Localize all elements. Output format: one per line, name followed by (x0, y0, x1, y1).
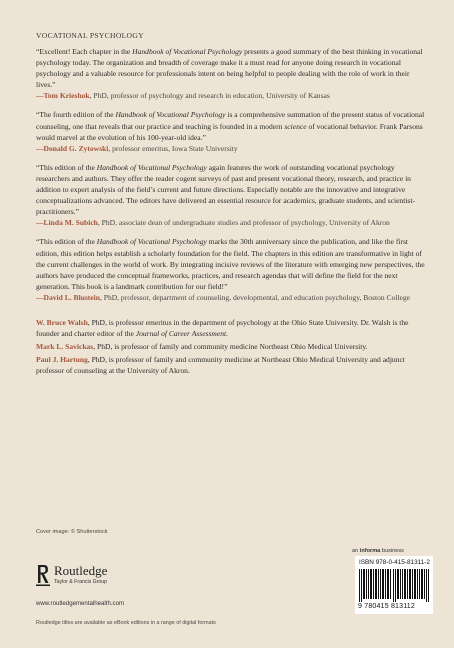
category-label: VOCATIONAL PSYCHOLOGY (36, 31, 144, 40)
quote-attribution (36, 217, 430, 228)
editor-bio-text: , PhD, is professor of family and community medicine Northeast Ohio Medical University. (93, 342, 368, 352)
routledge-logo (36, 563, 196, 593)
quote-book-title: Handbook of Vocational Psychology (96, 237, 207, 247)
publisher-name: Routledge (54, 563, 108, 578)
quote-text-segment: is a comprehensive summation of the present status of vocational counseling, one that reveals that our practice and teaching is founded in a modern (36, 110, 425, 131)
quote-author: —Donald G. Zytowski (36, 143, 109, 153)
editor-name: Paul J. Hartung (36, 355, 88, 365)
quote-attribution (36, 143, 430, 154)
quote-text-segment: presents a good summary of the best thinking in vocational psychology today. The organization and breadth of coverage make it a must read for anyone doing research in vocational psychology and a valuable resource for professionals intent on being helpful to people dealing with the role of work in their lives.” (36, 47, 423, 90)
quote-text-segment: of vocational behavior. Frank Parsons would marvel at the evolution of his 100-year-old idea.” (36, 121, 423, 142)
cover-credit: Cover image: © Shutterstock (36, 529, 108, 535)
endorsement-quote (36, 109, 430, 153)
quote-text (36, 46, 430, 90)
quote-book-title: Handbook of Vocational Psychology (96, 162, 207, 172)
quote-text-segment: “This edition of the (36, 162, 97, 172)
quote-text-segment: “Excellent! Each chapter in the (36, 47, 133, 56)
quote-author: —David L. Blustein (36, 292, 100, 302)
editor-bio (36, 354, 430, 376)
quote-attribution (36, 90, 430, 101)
quote-attribution (36, 292, 430, 303)
journal-title: Journal of Career Assessment. (135, 329, 228, 339)
publisher-url[interactable]: www.routledgementalhealth.com (36, 600, 125, 607)
barcode-number: 9 780415 813112 (358, 603, 415, 610)
quote-text (36, 162, 430, 217)
quote-text-segment: marks the 30th anniversary since the publication, and like the first edition, this edition helps establish a scholarly foundation for the field. The chapters in this edition are transformative in light of the current challenges in the world of work. By integrating incisive reviews of the literature with emerging new perspectives, the authors have produced the conceptual frameworks, practices, and research agendas that will define the field for the next generation. This book is a landmark contribution for our field!” (36, 237, 425, 291)
quote-text (36, 236, 430, 291)
endorsement-quote (36, 46, 430, 101)
quote-author: —Tom Krieshok (36, 91, 90, 101)
informa-tagline (352, 548, 404, 554)
informa-suffix: business (380, 548, 404, 554)
barcode-block (355, 556, 433, 614)
editor-bio-text: , PhD, is professor emeritus in the department of psychology at the Ohio State University. Dr. Walsh is the founder and charter editor of the (36, 317, 409, 339)
quote-affiliation: , PhD, associate dean of undergraduate studies and professor of psychology, University of Akron (97, 218, 390, 228)
quote-affiliation: , PhD, professor of psychology and research in education, University of Kansas (89, 91, 330, 101)
quote-text-segment: again features the work of outstanding vocational psychology researchers and authors. They offer the reader cogent surveys of past and present vocational theory, research, and practice in addition to expert analysis of the field’s current and future directions. Especially notable are the innovative and integrative conceptualizations advanced. The editors have delivered an essential resource for academics, graduate students, and scientist-practitioners.” (36, 162, 415, 217)
editor-name: W. Bruce Walsh (36, 317, 88, 327)
endorsement-quote (36, 162, 430, 229)
quote-book-title: Handbook of Vocational Psychology (115, 110, 226, 120)
editor-bio-text: , PhD, is professor of family and community medicine at Northeast Ohio Medical University and adjunct professor of counseling at the University of Akron. (36, 355, 405, 376)
endorsement-quote (36, 236, 430, 303)
quote-author: —Linda M. Subich (36, 218, 98, 228)
content-column (36, 46, 430, 378)
editor-bios (36, 317, 430, 376)
quote-affiliation: , PhD, professor, department of counseling, developmental, and education psychology, Boston College (99, 292, 411, 302)
quote-text (36, 109, 430, 142)
quote-text-segment: “This edition of the (36, 237, 97, 247)
publisher-group: Taylor & Francis Group (54, 579, 108, 585)
ebook-note: Routledge titles are available as eBook editions in a range of digital formats (36, 620, 216, 626)
editor-bio (36, 341, 430, 352)
quote-book-title: Handbook of Vocational Psychology (132, 47, 243, 56)
quote-emphasis: science (284, 121, 307, 131)
routledge-r-icon (36, 563, 50, 587)
informa-prefix: an (352, 548, 360, 554)
quote-affiliation: , professor emeritus, Iowa State University (108, 143, 238, 153)
barcode-icon (359, 569, 429, 602)
editor-bio (36, 317, 430, 339)
quote-text-segment: “The fourth edition of the (36, 110, 116, 120)
isbn-label: ISBN 978-0-415-81311-2 (359, 559, 430, 566)
editor-name: Mark L. Savickas (36, 342, 94, 352)
informa-brand: informa (359, 548, 381, 554)
